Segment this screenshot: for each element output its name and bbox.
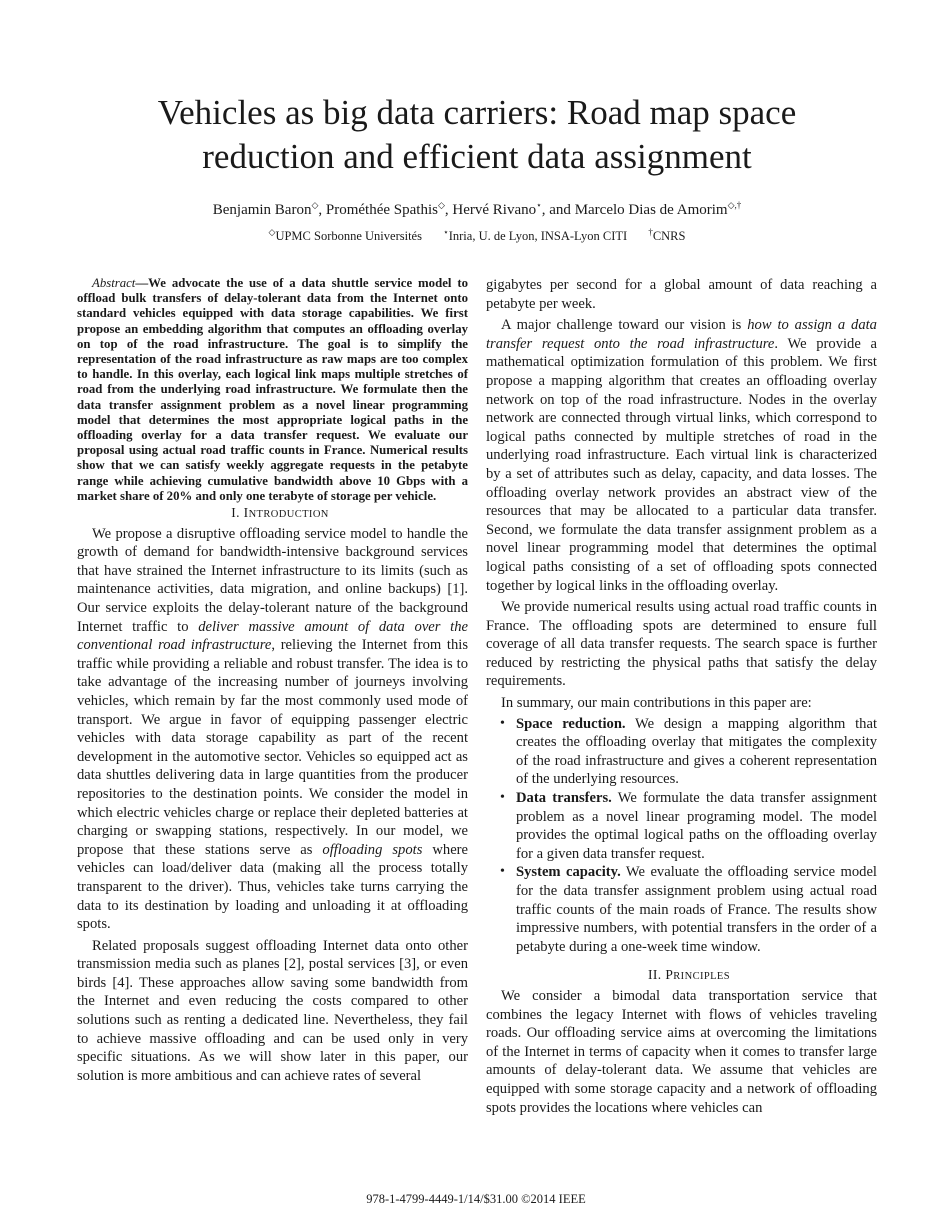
author-name: Marcelo Dias de Amorim — [574, 202, 728, 218]
author-separator: , — [318, 202, 326, 218]
section-number: II. — [648, 967, 662, 983]
affiliation-mark: ◇ — [268, 226, 276, 237]
contribution-text: We formulate the data transfer assignment problem as a novel linear programing model. The model provides the optimal logical paths on the offloading overlay for a given data transfer request. — [516, 790, 877, 862]
affiliation — [268, 226, 422, 243]
affiliation-name: CNRS — [652, 229, 686, 243]
author-name: Prométhée Spathis — [325, 202, 438, 218]
affiliation-list — [76, 227, 878, 245]
author-separator-last: , and — [541, 202, 575, 218]
bullet-icon: • — [500, 790, 505, 806]
left-column — [77, 276, 468, 1085]
summary-paragraph: In summary, our main contributions in this paper are: — [501, 695, 812, 712]
affiliation-name: UPMC Sorbonne Universités — [275, 229, 422, 243]
author-name: Hervé Rivano — [452, 202, 537, 218]
contribution-text: We evaluate the offloading service model for the data transfer assignment problem using actual road traffic counts of the main roads of France. The results show impressive numbers, with potential transfers in the order of a petabyte during a one-week time window. — [516, 864, 877, 955]
list-item — [500, 863, 877, 956]
section-initial: I — [243, 505, 249, 521]
right-column — [486, 276, 877, 1117]
contribution-list — [486, 715, 877, 957]
affiliation — [443, 226, 628, 243]
abstract-dash: — — [135, 276, 149, 290]
author-mark: ◇ — [437, 200, 445, 210]
section-heading-principles — [486, 966, 877, 987]
abstract-label: Abstract — [92, 276, 136, 290]
title-line-1: Vehicles as big data carriers: Road map space — [157, 93, 797, 132]
list-item — [500, 715, 877, 789]
section-number: I. — [231, 505, 240, 521]
title-line-2: reduction and efficient data assignment — [202, 137, 752, 176]
text-run: . We provide a mathematical optimization formulation of this problem. We first propose a mapping algorithm that creates an offloading overlay network on top of the road infrastructure. Nodes in the overlay network are connected through virtual links, which correspond to logical paths connected by multiple stretches of road in the underlying road infrastructure. Each virtual link is characterized by a set of attributes such as delay, capacity, and data losses. The offloading overlay network provides an abstract view of the resources that may be allocated to a particular data transfer. Second, we formulate the data transfer assignment problem as a novel linear programming model that determines the optimal logical paths consisting of a set of offloading spots connected together by logical links in the offloading overlay. — [486, 335, 877, 594]
author-list — [76, 200, 878, 220]
contribution-label: Space reduction. — [516, 715, 626, 732]
affiliation-mark: ⋆ — [443, 226, 449, 237]
author-separator: , — [444, 202, 453, 218]
text-run: where vehicles can load/deliver data (making all the process totally transparent to the driver). Thus, vehicles take turns carrying the data to its destination by loading and unloading it at offloading spots. — [77, 841, 469, 933]
emphasis: offloading spots — [322, 841, 423, 858]
emphasis: deliver massive amount of data over the conventional road infrastructure — [77, 618, 468, 654]
continued-paragraph: gigabytes per second for a global amount of data reaching a petabyte per week. — [486, 277, 877, 312]
principles-paragraph: We consider a bimodal data transportation service that combines the legacy Internet with flows of vehicles traveling roads. Our offloading service aims at overcoming the limitations of the Internet in terms of capacity when it comes to transfer large amounts of delay-tolerant data. We assume that vehicles are equipped with some storage capacity and a network of offloading spots provides the locations where vehicles can — [486, 987, 877, 1116]
results-paragraph: We provide numerical results using actual road traffic counts in France. The offloading spots are determined to ensure full coverage of all data transfer requests. The search space is further reduced by restricting the physical paths that satisfy the delay requirements. — [486, 599, 877, 690]
copyright-footer: 978-1-4799-4449-1/14/$31.00 ©2014 IEEE — [366, 1192, 586, 1206]
bullet-icon: • — [500, 864, 505, 880]
text-run: A major challenge toward our vision is — [501, 317, 748, 334]
contribution-text: We design a mapping algorithm that creates the offloading overlay that mitigates the complexity of the road infrastructure and gives a coherent representation of the underlying resources. — [516, 715, 877, 788]
contribution-label: System capacity. — [516, 864, 621, 881]
emphasis: how to assign a data transfer request onto the road infrastructure — [486, 317, 877, 352]
author-mark: ◇ — [311, 200, 319, 210]
abstract-text: We advocate the use of a data shuttle service model to offload bulk transfers of delay-tolerant data from the Internet onto standard vehicles equipped with data storage capabilities. We first propose an embedding algorithm that computes an offloading overlay on top of the road infrastructure. The goal is to simplify the representation of the road infrastructure as raw maps are too complex to handle. In this overlay, each logical link maps multiple stretches of road from the underlying road infrastructure. We formulate then the data transfer assignment problem as a novel linear programming model that determines the most appropriate logical paths in the offloading overlay for a data transfer request. We evaluate our proposal using actual road traffic counts in France. Numerical results show that we can satisfy weekly aggregate requests in the petabyte range while achieving cumulative bandwidth above 10 Gbps with a market share of 20% and only one terabyte of storage per vehicle. — [77, 276, 468, 503]
abstract — [77, 276, 468, 504]
text-run: , relieving the Internet from this traffic while providing a reliable and robust transfer. The idea is to take advantage of the increasing number of journeys involving vehicles, which remain by far the most commonly used mode of transport. We argue in favor of equipping passenger electric vehicles with data storage capability as part of the recent development in the automotive sector. Vehicles so equipped act as data shuttles delivering data in large quantities from the producer repositories to the destination points. We consider the model in which electric vehicles charge or replace their depleted batteries at charging or swapping stations, respectively. In our model, we propose that these stations serve as — [77, 637, 468, 858]
section-rest: NTRODUCTION — [248, 509, 329, 521]
section-heading-introduction — [77, 504, 468, 525]
section-initial: P — [665, 967, 674, 983]
contribution-label: Data transfers. — [516, 790, 612, 807]
affiliation-name: Inria, U. de Lyon, INSA-Lyon CITI — [448, 229, 628, 243]
affiliation — [648, 226, 686, 243]
text-run: We propose a disruptive offloading service model to handle the growth of demand for bandwidth-intensive background services that have strained the Internet infrastructure to its limits (such as maintenance activities, data migration, and online backups) [1]. Our service exploits the delay-tolerant nature of the background Internet traffic to — [77, 525, 468, 635]
paper-title — [76, 91, 878, 179]
author-mark: ◇,† — [727, 200, 742, 210]
intro-paragraph-2: Related proposals suggest offloading Internet data onto other transmission media such as planes [2], postal services [3], or even birds [4]. These approaches allow saving some bandwidth from the Internet and even reducing the costs compared to other solutions such as renting a dedicated line. Nevertheless, they fail to achieve massive offloading and can be used only in very specific situations. As we will show later in this paper, our solution is more ambitious and can achieve rates of several — [77, 937, 468, 1084]
author-mark: ⋆ — [536, 200, 542, 210]
list-item — [500, 789, 877, 863]
intro-paragraph-1 — [77, 525, 468, 934]
author-name: Benjamin Baron — [212, 202, 312, 218]
section-rest: RINCIPLES — [673, 971, 730, 983]
bullet-icon: • — [500, 715, 505, 731]
challenge-paragraph — [486, 316, 877, 595]
affiliation-mark: † — [648, 226, 653, 237]
